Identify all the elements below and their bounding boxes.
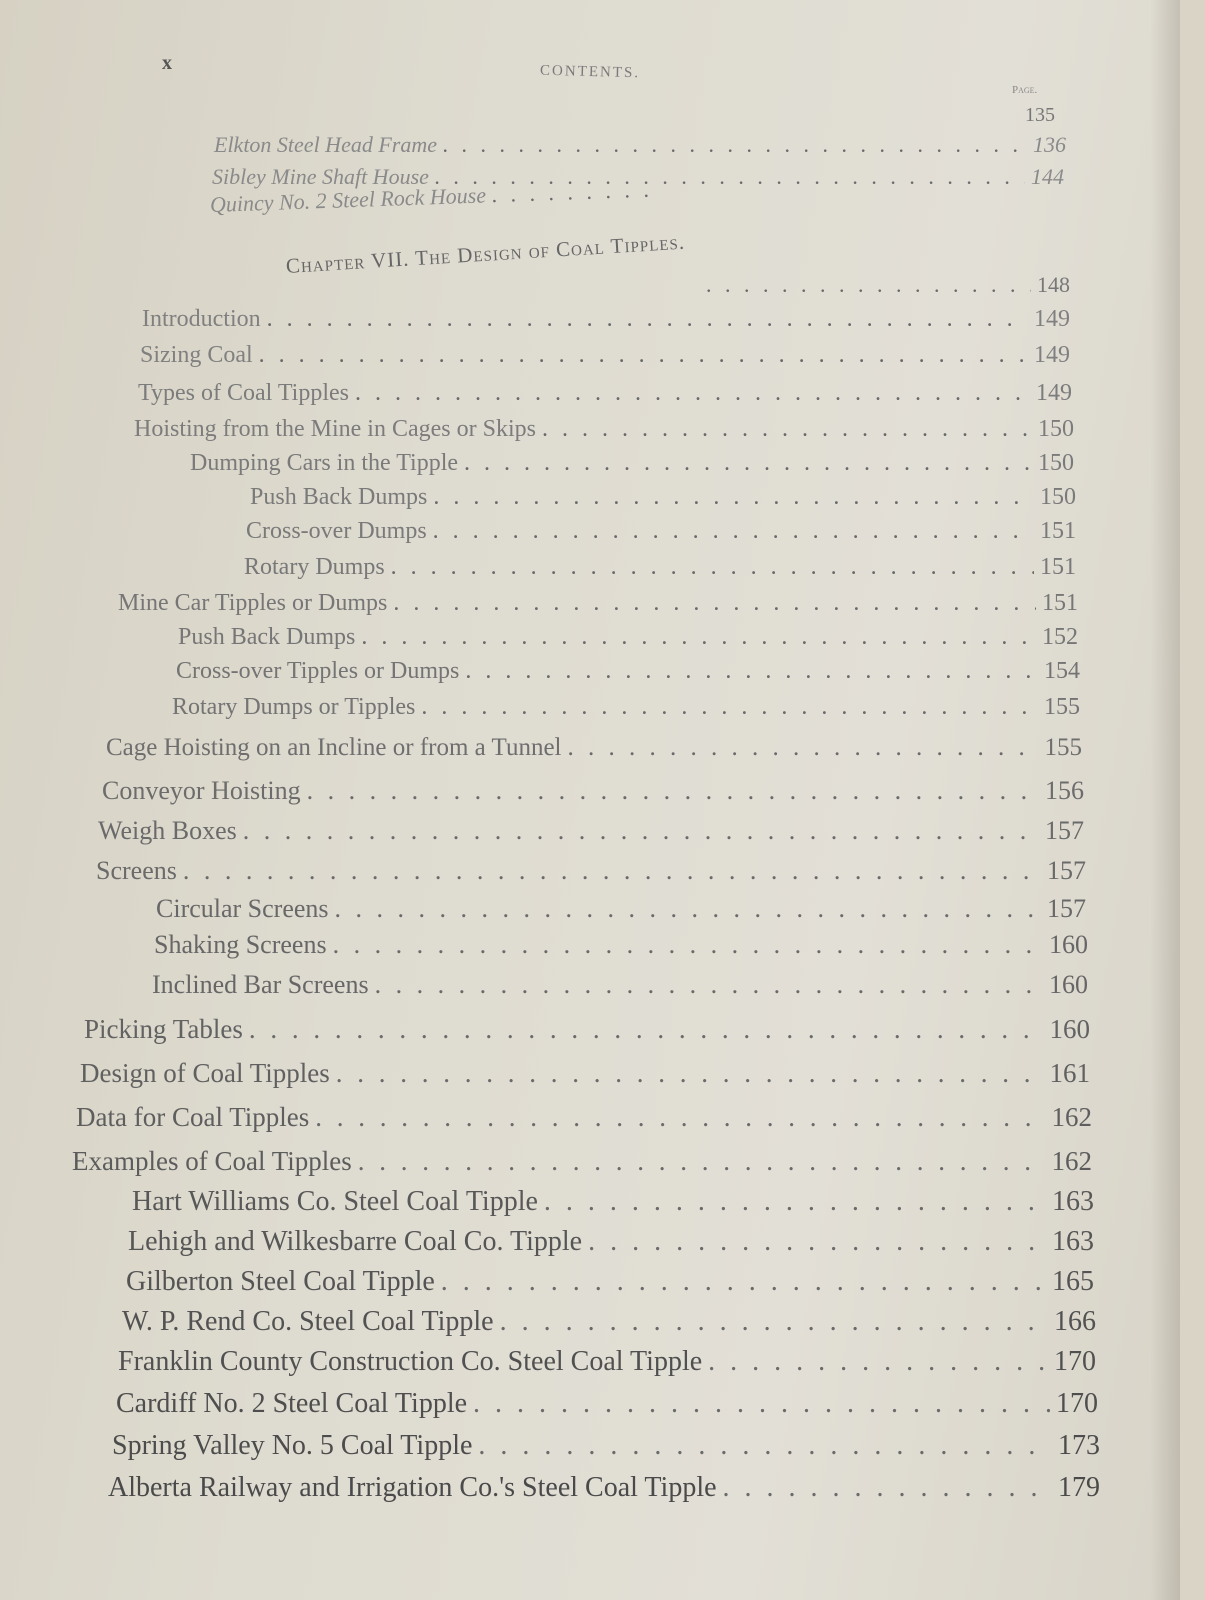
toc-entry-title: Sizing Coal: [140, 342, 253, 368]
toc-entry: [142, 306, 1070, 333]
toc-entry-page: 162: [1051, 1102, 1092, 1132]
toc-entry: [128, 1226, 1094, 1258]
dot-leader: [723, 1472, 1052, 1504]
dot-leader: [465, 658, 1038, 685]
dot-leader: [542, 416, 1032, 443]
toc-entry: [134, 416, 1074, 443]
toc-entry-page: 136: [1033, 132, 1066, 157]
toc-entry: [122, 1306, 1096, 1338]
toc-entry-title: Lehigh and Wilkesbarre Coal Co. Tipple: [128, 1226, 583, 1257]
toc-entry: [172, 694, 1080, 721]
page-column-label: Page.: [1012, 84, 1038, 96]
toc-entry-title: Quincy No. 2 Steel Rock House: [209, 182, 487, 217]
toc-entry-page: 150: [1038, 416, 1074, 442]
dot-leader: [375, 970, 1043, 1000]
toc-entry-title: Cage Hoisting on an Incline or from a Tunnel: [106, 734, 562, 761]
dot-leader: [421, 694, 1038, 721]
toc-entry: [154, 930, 1088, 960]
toc-entry: [132, 1186, 1094, 1218]
toc-entry-title: Examples of Coal Tipples: [72, 1146, 352, 1176]
toc-entry-title: Weigh Boxes: [98, 816, 237, 845]
dot-leader: [183, 856, 1041, 886]
toc-entry: [176, 658, 1080, 685]
toc-entry-page: 155: [1044, 734, 1082, 761]
toc-entry: [700, 272, 1070, 298]
dot-leader: [243, 816, 1039, 846]
toc-entry-title: Dumping Cars in the Tipple: [190, 450, 459, 476]
toc-entry-page: 155: [1044, 694, 1080, 720]
dot-leader: [307, 776, 1039, 806]
toc-entry: [118, 590, 1078, 617]
toc-entry: [156, 894, 1086, 924]
dot-leader: [443, 132, 1027, 158]
toc-entry: [102, 776, 1084, 806]
toc-entry-page: 179: [1058, 1472, 1100, 1503]
dot-leader: [588, 1226, 1046, 1258]
dot-leader: [500, 1306, 1048, 1338]
folio-number: x: [162, 52, 172, 74]
toc-entry: [106, 734, 1082, 762]
toc-entry-page: 148: [1037, 272, 1070, 297]
dot-leader: [441, 1266, 1046, 1298]
toc-entry-page: 170: [1056, 1388, 1098, 1419]
dot-leader: [478, 1430, 1052, 1462]
toc-entry: [98, 816, 1084, 846]
toc-entry-page: 149: [1036, 380, 1072, 406]
dot-leader: [259, 342, 1028, 369]
toc-entry-page: 162: [1051, 1146, 1092, 1176]
toc-entry-page: 150: [1038, 450, 1074, 476]
toc-entry-page: 163: [1052, 1226, 1094, 1257]
toc-entry-page: 163: [1052, 1186, 1094, 1217]
toc-entry-title: Franklin County Construction Co. Steel Coal Tipple: [118, 1346, 703, 1377]
toc-entry-title: Circular Screens: [156, 894, 329, 923]
toc-entry-page: 154: [1044, 658, 1080, 684]
toc-entry: [84, 1014, 1090, 1045]
toc-entry-title: Sibley Mine Shaft House: [212, 164, 429, 189]
toc-entry-title: Hoisting from the Mine in Cages or Skips: [134, 416, 536, 442]
dot-leader: [355, 380, 1030, 407]
chapter-heading: Chapter VII. The Design of Coal Tipples.: [285, 229, 686, 278]
dot-leader: [464, 450, 1032, 477]
first-page-number: 135: [1025, 104, 1055, 126]
toc-entry: [244, 554, 1076, 581]
toc-entry: [112, 1430, 1100, 1462]
toc-entry-title: Elkton Steel Head Frame: [214, 132, 437, 157]
dot-leader: [568, 734, 1039, 762]
toc-entry-page: 149: [1034, 342, 1070, 368]
toc-entry: [80, 1058, 1090, 1089]
dot-leader: [249, 1014, 1044, 1045]
toc-entry-title: W. P. Rend Co. Steel Coal Tipple: [122, 1306, 494, 1337]
toc-entry-title: Cross-over Dumps: [246, 518, 427, 544]
toc-entry-page: 157: [1047, 894, 1086, 923]
toc-entry-title: Spring Valley No. 5 Coal Tipple: [112, 1430, 473, 1461]
toc-entry: [118, 1346, 1096, 1378]
dot-leader: [335, 894, 1041, 924]
toc-entry-title: Data for Coal Tipples: [76, 1102, 310, 1132]
dot-leader: [361, 624, 1036, 651]
toc-entry-title: Cardiff No. 2 Steel Coal Tipple: [116, 1388, 468, 1419]
toc-entry: [126, 1266, 1094, 1298]
toc-entry: [246, 518, 1076, 545]
dot-leader: [333, 930, 1043, 960]
dot-leader: [433, 518, 1034, 545]
toc-entry-title: Push Back Dumps: [178, 624, 356, 650]
dot-leader: [544, 1186, 1046, 1218]
toc-entry-title: Introduction: [142, 306, 261, 332]
toc-entry: [140, 342, 1070, 369]
toc-entry-page: 161: [1049, 1058, 1090, 1088]
running-head: CONTENTS.: [539, 62, 641, 82]
toc-entry-page: 165: [1052, 1266, 1094, 1297]
toc-entry-page: 170: [1054, 1346, 1096, 1377]
toc-entry: [214, 132, 1066, 158]
toc-entry-title: Design of Coal Tipples: [80, 1058, 330, 1088]
toc-entry-page: 151: [1042, 590, 1078, 616]
dot-leader: [358, 1146, 1046, 1177]
toc-entry-page: 160: [1049, 1014, 1090, 1044]
toc-entry-page: 157: [1047, 856, 1086, 885]
toc-entry-title: Shaking Screens: [154, 930, 327, 959]
toc-entry-page: 151: [1040, 518, 1076, 544]
toc-entry-title: Hart Williams Co. Steel Coal Tipple: [132, 1186, 538, 1217]
toc-entry: [152, 970, 1088, 1000]
toc-entry-title: Conveyor Hoisting: [102, 776, 301, 805]
toc-entry-title: Picking Tables: [84, 1014, 243, 1044]
toc-entry: [250, 484, 1076, 511]
toc-entry-page: 160: [1049, 970, 1088, 999]
toc-entry: [108, 1472, 1100, 1504]
toc-entry-page: 151: [1040, 554, 1076, 580]
toc-entry-page: 144: [1031, 164, 1064, 189]
dot-leader: [315, 1102, 1045, 1133]
toc-entry-title: Gilberton Steel Coal Tipple: [126, 1266, 435, 1297]
dot-leader: [706, 272, 1031, 298]
toc-entry: [96, 856, 1086, 886]
toc-entry-page: 149: [1034, 306, 1070, 332]
toc-entry-title: Mine Car Tipples or Dumps: [118, 590, 388, 616]
toc-entry-title: Rotary Dumps or Tipples: [172, 694, 416, 720]
toc-entry-title: Inclined Bar Screens: [152, 970, 369, 999]
toc-entry-page: 173: [1058, 1430, 1100, 1461]
toc-entry-title: Cross-over Tipples or Dumps: [176, 658, 460, 684]
toc-entry-page: 166: [1054, 1306, 1096, 1337]
toc-entry-page: 157: [1045, 816, 1084, 845]
toc-entry-page: 152: [1042, 624, 1078, 650]
dot-leader: [391, 554, 1034, 581]
toc-entry-page: 156: [1045, 776, 1084, 805]
dot-leader: [708, 1346, 1048, 1378]
toc-entry: [76, 1102, 1092, 1133]
toc-entry: [138, 380, 1072, 407]
toc-entry: [190, 450, 1074, 477]
toc-entry: [116, 1388, 1098, 1420]
toc-entry-title: Alberta Railway and Irrigation Co.'s Steel Coal Tipple: [108, 1472, 717, 1503]
dot-leader: [393, 590, 1036, 617]
dot-leader: [473, 1388, 1050, 1420]
toc-entry: [72, 1146, 1092, 1177]
toc-entry-page: 160: [1049, 930, 1088, 959]
dot-leader: [267, 306, 1028, 333]
dot-leader: [336, 1058, 1044, 1089]
toc-entry: [178, 624, 1078, 651]
toc-entry-title: Types of Coal Tipples: [138, 380, 350, 406]
toc-entry-title: Screens: [96, 856, 177, 885]
dot-leader: [492, 176, 665, 208]
dot-leader: [433, 484, 1034, 511]
toc-entry-page: 150: [1040, 484, 1076, 510]
toc-entry-title: Rotary Dumps: [244, 554, 385, 580]
toc-entry-title: Push Back Dumps: [250, 484, 428, 510]
